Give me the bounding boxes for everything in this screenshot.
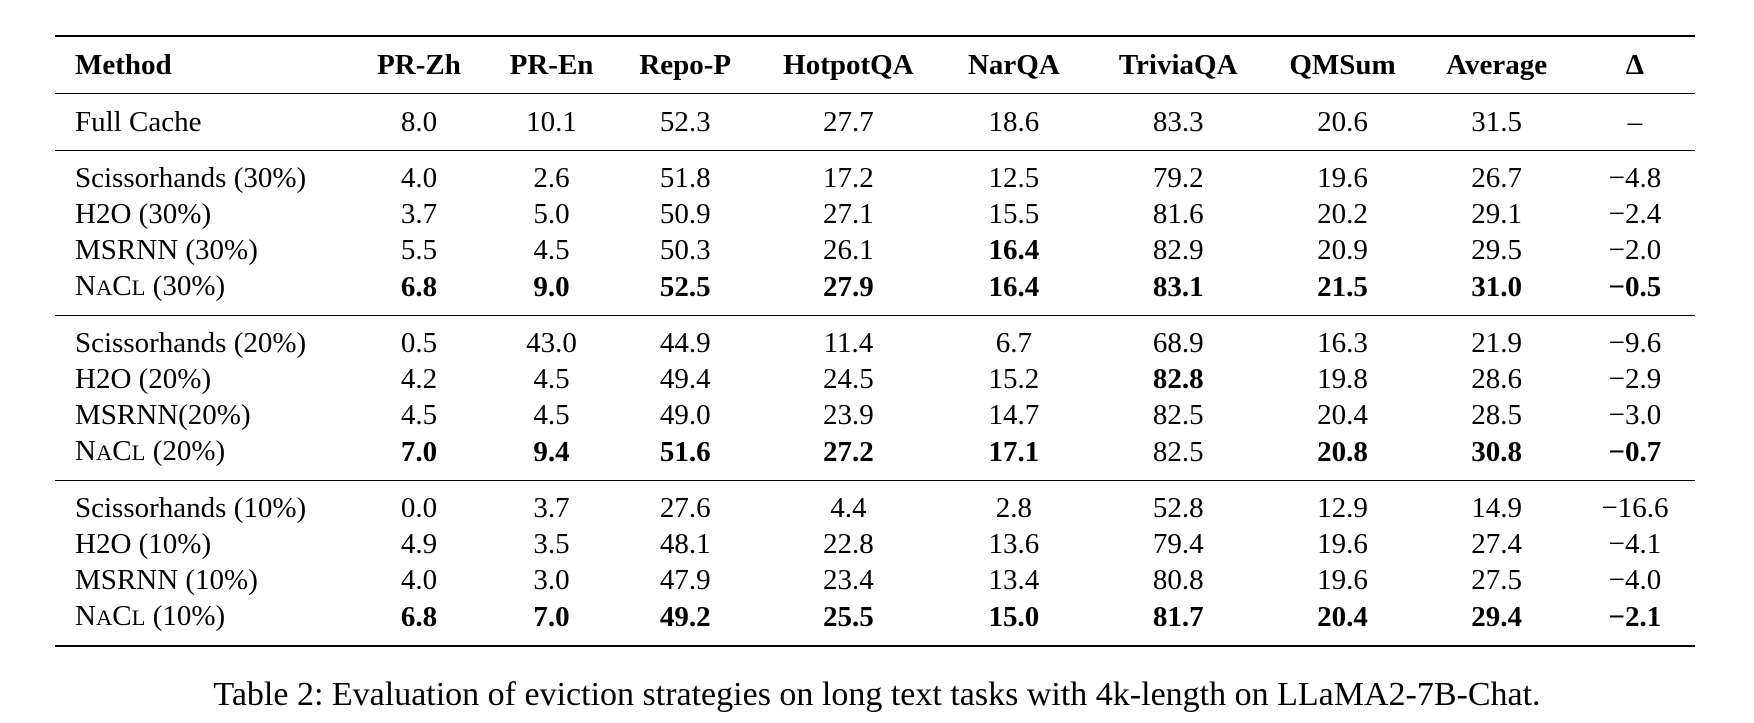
- header-triviaqa: TriviaQA: [1118, 49, 1238, 81]
- value-cell: 49.0: [659, 399, 711, 431]
- value-cell: 4.0: [400, 564, 438, 596]
- value-cell: 6.8: [400, 601, 438, 633]
- value-cell: 27.4: [1471, 528, 1522, 560]
- method-cell: NACL (30%): [75, 270, 226, 302]
- value-cell: 4.5: [533, 399, 570, 431]
- value-cell: 26.1: [823, 234, 874, 266]
- value-cell: −4.1: [1608, 528, 1662, 560]
- value-cell: −3.0: [1608, 399, 1662, 431]
- value-cell: 31.0: [1471, 271, 1522, 303]
- value-cell: 0.0: [400, 492, 438, 524]
- value-cell: 47.9: [659, 564, 711, 596]
- value-cell: 81.6: [1152, 198, 1204, 230]
- value-cell: 44.9: [659, 327, 711, 359]
- value-cell: 22.8: [823, 528, 874, 560]
- value-cell: 14.9: [1471, 492, 1522, 524]
- value-cell: 21.5: [1317, 271, 1368, 303]
- value-cell: 2.6: [533, 162, 570, 194]
- value-cell: 82.9: [1152, 234, 1204, 266]
- value-cell: −2.9: [1608, 363, 1662, 395]
- value-cell: 18.6: [988, 106, 1040, 138]
- value-cell: 27.7: [823, 106, 874, 138]
- value-cell: 29.4: [1471, 601, 1522, 633]
- value-cell: 48.1: [659, 528, 711, 560]
- table-row: [55, 433, 1695, 481]
- nacl-name: NACL: [75, 270, 146, 302]
- value-cell: 0.5: [400, 327, 438, 359]
- value-cell: 82.5: [1152, 399, 1204, 431]
- value-cell: 50.3: [659, 234, 711, 266]
- method-cell: NACL (10%): [75, 600, 226, 632]
- value-cell: 13.4: [988, 564, 1040, 596]
- value-cell: 19.8: [1317, 363, 1368, 395]
- value-cell: 83.1: [1152, 271, 1204, 303]
- value-cell: 17.1: [988, 436, 1040, 468]
- value-cell: 9.4: [533, 436, 570, 468]
- value-cell: 3.5: [533, 528, 570, 560]
- value-cell: 51.6: [659, 436, 711, 468]
- value-cell: 50.9: [659, 198, 711, 230]
- value-cell: −4.8: [1608, 162, 1662, 194]
- method-cell: MSRNN (30%): [75, 234, 258, 266]
- value-cell: 15.2: [988, 363, 1040, 395]
- header-qmsum: QMSum: [1289, 49, 1396, 81]
- value-cell: 12.5: [988, 162, 1040, 194]
- value-cell: 15.5: [988, 198, 1040, 230]
- value-cell: −0.7: [1608, 436, 1662, 468]
- method-cell: Scissorhands (30%): [75, 162, 307, 194]
- method-cell: H2O (30%): [75, 198, 212, 230]
- value-cell: 26.7: [1471, 162, 1522, 194]
- value-cell: 2.8: [995, 492, 1032, 524]
- value-cell: 28.6: [1471, 363, 1522, 395]
- method-cell: Scissorhands (10%): [75, 492, 307, 524]
- value-cell: 27.2: [823, 436, 874, 468]
- value-cell: 9.0: [533, 271, 570, 303]
- value-cell: −9.6: [1608, 327, 1662, 359]
- value-cell: 80.8: [1152, 564, 1204, 596]
- value-cell: 6.7: [995, 327, 1032, 359]
- table-row: [55, 397, 1695, 433]
- value-cell: 6.8: [400, 271, 438, 303]
- table-row: [55, 562, 1695, 598]
- method-cell: Scissorhands (20%): [75, 327, 307, 359]
- table-row: [55, 526, 1695, 562]
- method-cell: MSRNN(20%): [75, 399, 251, 431]
- value-cell: 81.7: [1152, 601, 1204, 633]
- value-cell: 21.9: [1471, 327, 1522, 359]
- value-cell: 5.0: [533, 198, 570, 230]
- value-cell: 49.2: [659, 601, 711, 633]
- value-cell: 31.5: [1471, 106, 1522, 138]
- value-cell: 82.8: [1152, 363, 1204, 395]
- table-row: [55, 151, 1695, 197]
- header-pr-zh: PR-Zh: [377, 49, 461, 81]
- table-row: [55, 361, 1695, 397]
- value-cell: –: [1627, 106, 1643, 138]
- value-cell: 20.4: [1317, 399, 1368, 431]
- header-hotpotqa: HotpotQA: [783, 49, 914, 81]
- value-cell: 12.9: [1317, 492, 1368, 524]
- header-narqa: NarQA: [967, 49, 1060, 81]
- value-cell: 52.8: [1152, 492, 1204, 524]
- nacl-name: NACL: [75, 600, 146, 632]
- value-cell: 52.5: [659, 271, 711, 303]
- value-cell: −0.5: [1608, 271, 1662, 303]
- value-cell: 23.9: [823, 399, 874, 431]
- table-row: [55, 94, 1695, 151]
- table-caption: Table 2: Evaluation of eviction strategies on long text tasks with 4k-length on LLaMA2-7B-Chat.: [213, 676, 1541, 713]
- value-cell: 28.5: [1471, 399, 1522, 431]
- table-row: [55, 481, 1695, 527]
- value-cell: 27.5: [1471, 564, 1522, 596]
- value-cell: 10.1: [526, 106, 577, 138]
- value-cell: 27.1: [823, 198, 874, 230]
- method-cell: MSRNN (10%): [75, 564, 258, 596]
- table-row: [55, 268, 1695, 316]
- value-cell: 7.0: [400, 436, 438, 468]
- method-cell: H2O (10%): [75, 528, 212, 560]
- value-cell: 14.7: [988, 399, 1040, 431]
- value-cell: 8.0: [400, 106, 438, 138]
- header-method: Method: [75, 49, 172, 81]
- table-body: [55, 94, 1695, 647]
- value-cell: 4.0: [400, 162, 438, 194]
- value-cell: 7.0: [533, 601, 570, 633]
- value-cell: 19.6: [1317, 564, 1368, 596]
- value-cell: 4.4: [830, 492, 867, 524]
- header-average: Average: [1446, 49, 1548, 81]
- value-cell: 49.4: [659, 363, 711, 395]
- value-cell: 68.9: [1152, 327, 1204, 359]
- value-cell: 79.4: [1152, 528, 1204, 560]
- value-cell: 16.4: [988, 271, 1040, 303]
- value-cell: 52.3: [659, 106, 711, 138]
- method-cell: H2O (20%): [75, 363, 212, 395]
- header-row: [55, 36, 1695, 94]
- value-cell: 82.5: [1152, 436, 1204, 468]
- value-cell: 43.0: [526, 327, 577, 359]
- value-cell: 20.2: [1317, 198, 1368, 230]
- table-row: [55, 598, 1695, 646]
- value-cell: 4.2: [400, 363, 438, 395]
- value-cell: 13.6: [988, 528, 1040, 560]
- value-cell: 15.0: [988, 601, 1040, 633]
- method-cell: NACL (20%): [75, 435, 226, 467]
- value-cell: 29.5: [1471, 234, 1522, 266]
- value-cell: −2.1: [1608, 601, 1662, 633]
- value-cell: 51.8: [659, 162, 711, 194]
- value-cell: 30.8: [1471, 436, 1522, 468]
- value-cell: 4.9: [400, 528, 438, 560]
- value-cell: −4.0: [1608, 564, 1662, 596]
- results-table: [55, 35, 1695, 647]
- value-cell: 16.3: [1317, 327, 1368, 359]
- value-cell: 79.2: [1152, 162, 1204, 194]
- value-cell: 20.9: [1317, 234, 1368, 266]
- value-cell: 27.9: [823, 271, 874, 303]
- value-cell: −16.6: [1601, 492, 1669, 524]
- value-cell: 20.4: [1317, 601, 1368, 633]
- header-repo-p: Repo-P: [639, 49, 732, 81]
- value-cell: 16.4: [988, 234, 1040, 266]
- value-cell: 4.5: [533, 234, 570, 266]
- header-pr-en: PR-En: [509, 49, 594, 81]
- value-cell: 19.6: [1317, 528, 1368, 560]
- value-cell: 83.3: [1152, 106, 1204, 138]
- table-row: [55, 196, 1695, 232]
- value-cell: 11.4: [823, 327, 874, 359]
- nacl-name: NACL: [75, 435, 146, 467]
- table-row: [55, 232, 1695, 268]
- value-cell: −2.0: [1608, 234, 1662, 266]
- value-cell: 23.4: [823, 564, 874, 596]
- method-cell: Full Cache: [75, 106, 202, 138]
- value-cell: 3.7: [400, 198, 438, 230]
- value-cell: 4.5: [533, 363, 570, 395]
- value-cell: 4.5: [400, 399, 438, 431]
- value-cell: 20.6: [1317, 106, 1368, 138]
- value-cell: 5.5: [400, 234, 438, 266]
- value-cell: 19.6: [1317, 162, 1368, 194]
- value-cell: 3.0: [533, 564, 570, 596]
- value-cell: −2.4: [1608, 198, 1662, 230]
- table-row: [55, 316, 1695, 362]
- header-delta: Δ: [1625, 49, 1644, 81]
- value-cell: 27.6: [659, 492, 711, 524]
- value-cell: 20.8: [1317, 436, 1368, 468]
- value-cell: 25.5: [823, 601, 874, 633]
- results-table-container: [55, 35, 1695, 647]
- value-cell: 29.1: [1471, 198, 1522, 230]
- value-cell: 17.2: [823, 162, 874, 194]
- value-cell: 24.5: [823, 363, 874, 395]
- value-cell: 3.7: [533, 492, 570, 524]
